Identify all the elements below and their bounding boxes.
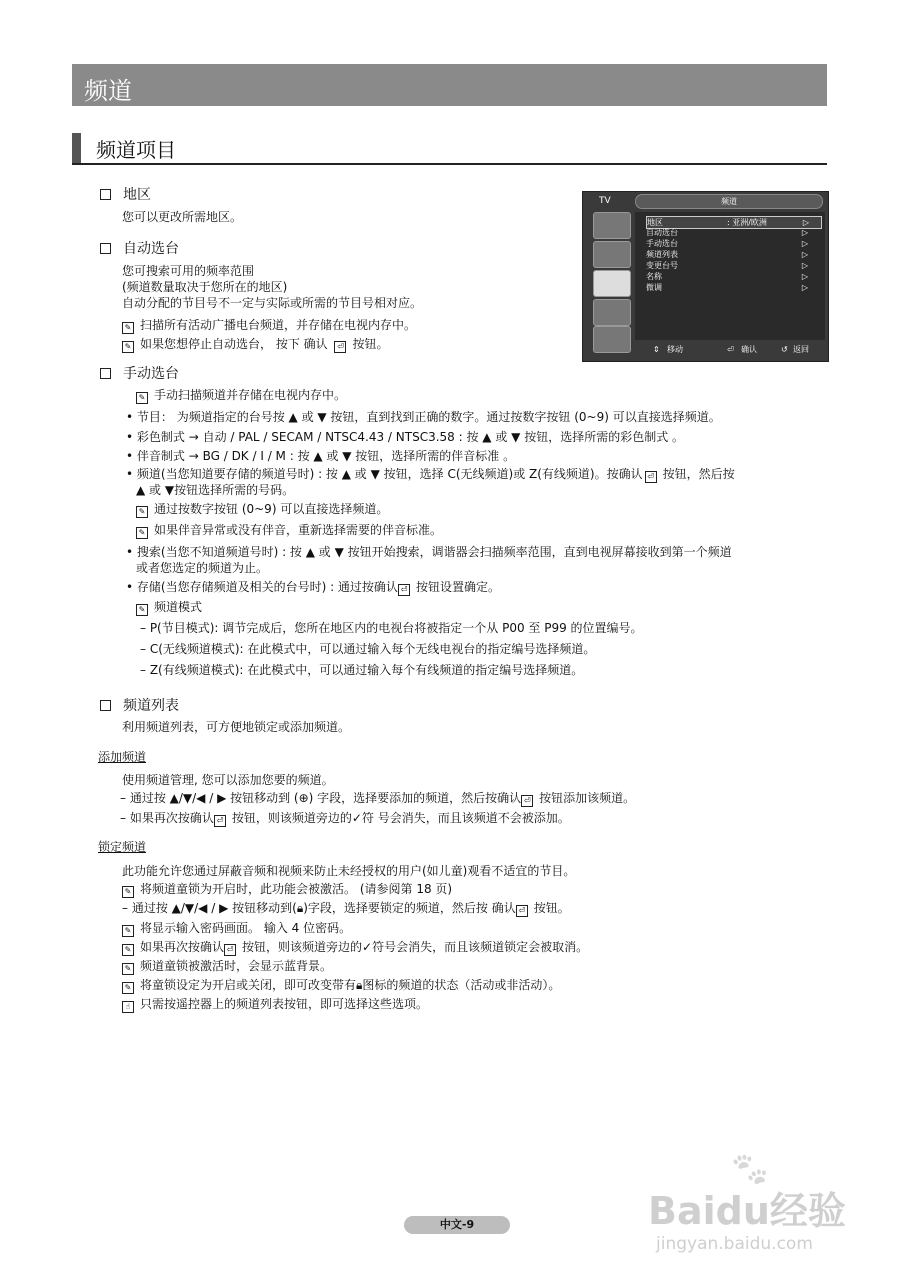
enter-icon: ⏎ [516, 905, 528, 917]
arrow-right-icon: ▷ [801, 239, 808, 248]
auto-note: ✎ 如果您想停止自动选台， 按下 确认 ⏎ 按钮。 [122, 337, 388, 353]
move-icon: ⇕ [653, 345, 660, 354]
return-icon: ↺ [781, 345, 788, 354]
input-icon [593, 326, 631, 353]
remote-icon: ☝ [122, 1001, 134, 1013]
section-marker [72, 133, 81, 163]
mode-line: – P(节目模式): 调节完成后，您所在地区内的电视台将被指定一个从 P00 至 P99 的位置编号。 [140, 621, 643, 635]
manual-bullet: • 彩色制式 → 自动 / PAL / SECAM / NTSC4.43 / NTSC3.58 : 按 ▲ 或 ▼ 按钮，选择所需的彩色制式 。 [126, 430, 685, 444]
watermark-url: jingyan.baidu.com [656, 1234, 813, 1254]
auto-line: 您可搜索可用的频率范围 [122, 264, 255, 278]
auto-note: ✎ 扫描所有活动广播电台频道，并存储在电视内存中。 [122, 318, 416, 334]
list-heading: 频道列表 [100, 697, 179, 715]
note-icon: ✎ [136, 506, 148, 518]
manual-bullet: • 存储(当您存储频道及相关的台号时) : 通过按确认 ⏎ 按钮设置确定。 [126, 580, 500, 594]
checkbox-square-icon [100, 700, 111, 711]
lock-note: ✎ 将童锁设定为开启或关闭，即可改变带有🔒︎图标的频道的状态（活动或非活动）。 [122, 978, 560, 994]
lock-line: – 通过按 ▲/▼/◀ / ▶ 按钮移动到(🔒︎)字段，选择要锁定的频道，然后按 确认 ⏎ 按钮。 [122, 901, 570, 915]
page-number-pill [404, 1216, 510, 1234]
paw-logo-icon: 🐾︎ [728, 1150, 772, 1190]
manual-bullet: • 伴音制式 → BG / DK / I / M : 按 ▲ 或 ▼ 按钮，选择所需的伴音标准 。 [126, 449, 516, 463]
mode-line: – C(无线频道模式): 在此模式中，可以通过输入每个无线电视台的指定编号选择频道。 [140, 642, 596, 656]
manual-note: ✎ 手动扫描频道并存储在电视内存中。 [136, 388, 346, 404]
manual-note: ✎ 如果伴音异常或没有伴音，重新选择需要的伴音标准。 [136, 523, 442, 539]
sound-icon [593, 241, 631, 268]
enter-icon: ⏎ [214, 815, 226, 827]
arrow-right-icon: ▷ [801, 261, 808, 270]
tv-menu-header [635, 194, 823, 209]
enter-icon: ⏎ [521, 795, 533, 807]
arrow-right-icon: ▷ [801, 283, 808, 292]
lock-title: 锁定频道 [98, 840, 147, 854]
tv-label: TV [599, 196, 611, 206]
manual-bullet: • 节目： 为频道指定的台号按 ▲ 或 ▼ 按钮，直到找到正确的数字。通过按数字按钮 (0~9) 可以直接选择频道。 [126, 410, 721, 424]
enter-icon: ⏎ [645, 471, 657, 483]
manual-bullet-cont: 或者您选定的频道为止。 [136, 561, 269, 575]
manual-bullet: • 频道(当您知道要存储的频道号时) : 按 ▲ 或 ▼ 按钮，选择 C(无线频道)或 Z(有线频道)。按确认 ⏎ 按钮，然后按 [126, 467, 735, 481]
note-icon: ✎ [122, 886, 134, 898]
enter-icon: ⏎ [224, 944, 236, 956]
add-line: – 如果再次按确认 ⏎ 按钮，则该频道旁边的✓符 号会消失，而且该频道不会被添加。 [120, 811, 570, 825]
manual-bullet-cont: ▲ 或 ▼按钮选择所需的号码。 [136, 483, 295, 497]
channel-icon [593, 270, 631, 297]
arrow-right-icon: ▷ [801, 272, 808, 281]
auto-heading: 自动选台 [100, 240, 179, 258]
manual-note: ✎ 通过按数字按钮 (0~9) 可以直接选择频道。 [136, 502, 388, 518]
add-line: – 通过按 ▲/▼/◀ / ▶ 按钮移动到 (⊕) 字段，选择要添加的频道，然后按确认 ⏎ 按钮添加该频道。 [120, 791, 636, 805]
checkbox-square-icon [100, 243, 111, 254]
mode-line: – Z(有线频道模式): 在此模式中，可以通过输入每个有线频道的指定编号选择频道。 [140, 663, 584, 677]
region-heading: 地区 [100, 186, 151, 204]
checkbox-square-icon [100, 368, 111, 379]
note-icon: ✎ [122, 982, 134, 994]
enter-icon: ⏎ [727, 345, 734, 354]
section-title: 频道项目 [96, 138, 176, 162]
add-line: 使用频道管理, 您可以添加您要的频道。 [122, 773, 334, 787]
chapter-title: 频道 [84, 77, 132, 105]
lock-line: 此功能允许您通过屏蔽音频和视频来防止未经授权的用户(如儿童)观看不适宜的节目。 [122, 864, 576, 878]
section-heading [72, 133, 827, 165]
page-number: 中文-9 [439, 1218, 475, 1231]
arrow-right-icon: ▷ [802, 218, 809, 227]
note-icon: ✎ [122, 322, 134, 334]
add-title: 添加频道 [98, 750, 147, 764]
chapter-banner [72, 64, 827, 106]
note-icon: ✎ [122, 925, 134, 937]
lock-note: ✎ 频道童锁被激活时，会显示蓝背景。 [122, 959, 332, 975]
tv-menu-footer: ⇕ 移动 ⏎ 确认 ↺ 返回 [635, 342, 825, 357]
auto-line: 自动分配的节目号不一定与实际或所需的节目号相对应。 [122, 296, 423, 310]
note-icon: ✎ [122, 944, 134, 956]
auto-line: (频道数量取决于您所在的地区) [122, 280, 288, 294]
tv-menu-item-manual[interactable]: 手动选台 ▷ [646, 239, 808, 248]
manual-bullet: • 搜索(当您不知道频道号时) : 按 ▲ 或 ▼ 按钮开始搜索，调谐器会扫描频率范围，直到电视屏幕接收到第一个频道 [126, 545, 732, 559]
lock-note: ✎ 将频道童锁为开启时，此功能会被激活。 (请参阅第 18 页) [122, 882, 452, 898]
picture-icon [593, 212, 631, 239]
checkbox-square-icon [100, 189, 111, 200]
manual-note: ✎ 频道模式 [136, 600, 202, 616]
lock-note: ✎ 将显示输入密码画面。 输入 4 位密码。 [122, 921, 351, 937]
region-desc: 您可以更改所需地区。 [122, 210, 243, 224]
lock-note: ☝ 只需按遥控器上的频道列表按钮，即可选择这些选项。 [122, 997, 428, 1013]
list-desc: 利用频道列表，可方便地锁定或添加频道。 [122, 720, 351, 734]
tv-menu-item-finetune[interactable]: 微调 ▷ [646, 283, 808, 292]
note-icon: ✎ [122, 341, 134, 353]
lock-note: ✎ 如果再次按确认 ⏎ 按钮，则该频道旁边的✓符号会消失，而且该频道锁定会被取消。 [122, 940, 588, 956]
baidu-watermark [640, 1150, 900, 1260]
tv-menu-title: 频道 [721, 197, 737, 206]
note-icon: ✎ [122, 963, 134, 975]
tv-menu-item-sort[interactable]: 变更台号 ▷ [646, 261, 808, 270]
manual-heading: 手动选台 [100, 365, 179, 383]
arrow-right-icon: ▷ [801, 228, 808, 237]
tv-menu-item-name[interactable]: 名称 ▷ [646, 272, 808, 281]
enter-icon: ⏎ [398, 584, 410, 596]
tv-menu-item-region[interactable]: 地区 : 亚洲/欧洲 ▷ [646, 216, 822, 229]
tv-menu-item-auto[interactable]: 自动选台 ▷ [646, 228, 808, 237]
enter-icon: ⏎ [334, 341, 346, 353]
note-icon: ✎ [136, 604, 148, 616]
note-icon: ✎ [136, 392, 148, 404]
watermark-brand: Baidu经验 [648, 1189, 846, 1233]
note-icon: ✎ [136, 527, 148, 539]
lock-icon: 🔒︎ [296, 901, 304, 915]
arrow-right-icon: ▷ [801, 250, 808, 259]
lock-icon: 🔒︎ [356, 978, 363, 992]
setup-icon [593, 299, 631, 326]
tv-menu-screenshot [582, 191, 829, 362]
tv-menu-item-list[interactable]: 频道列表 ▷ [646, 250, 808, 259]
